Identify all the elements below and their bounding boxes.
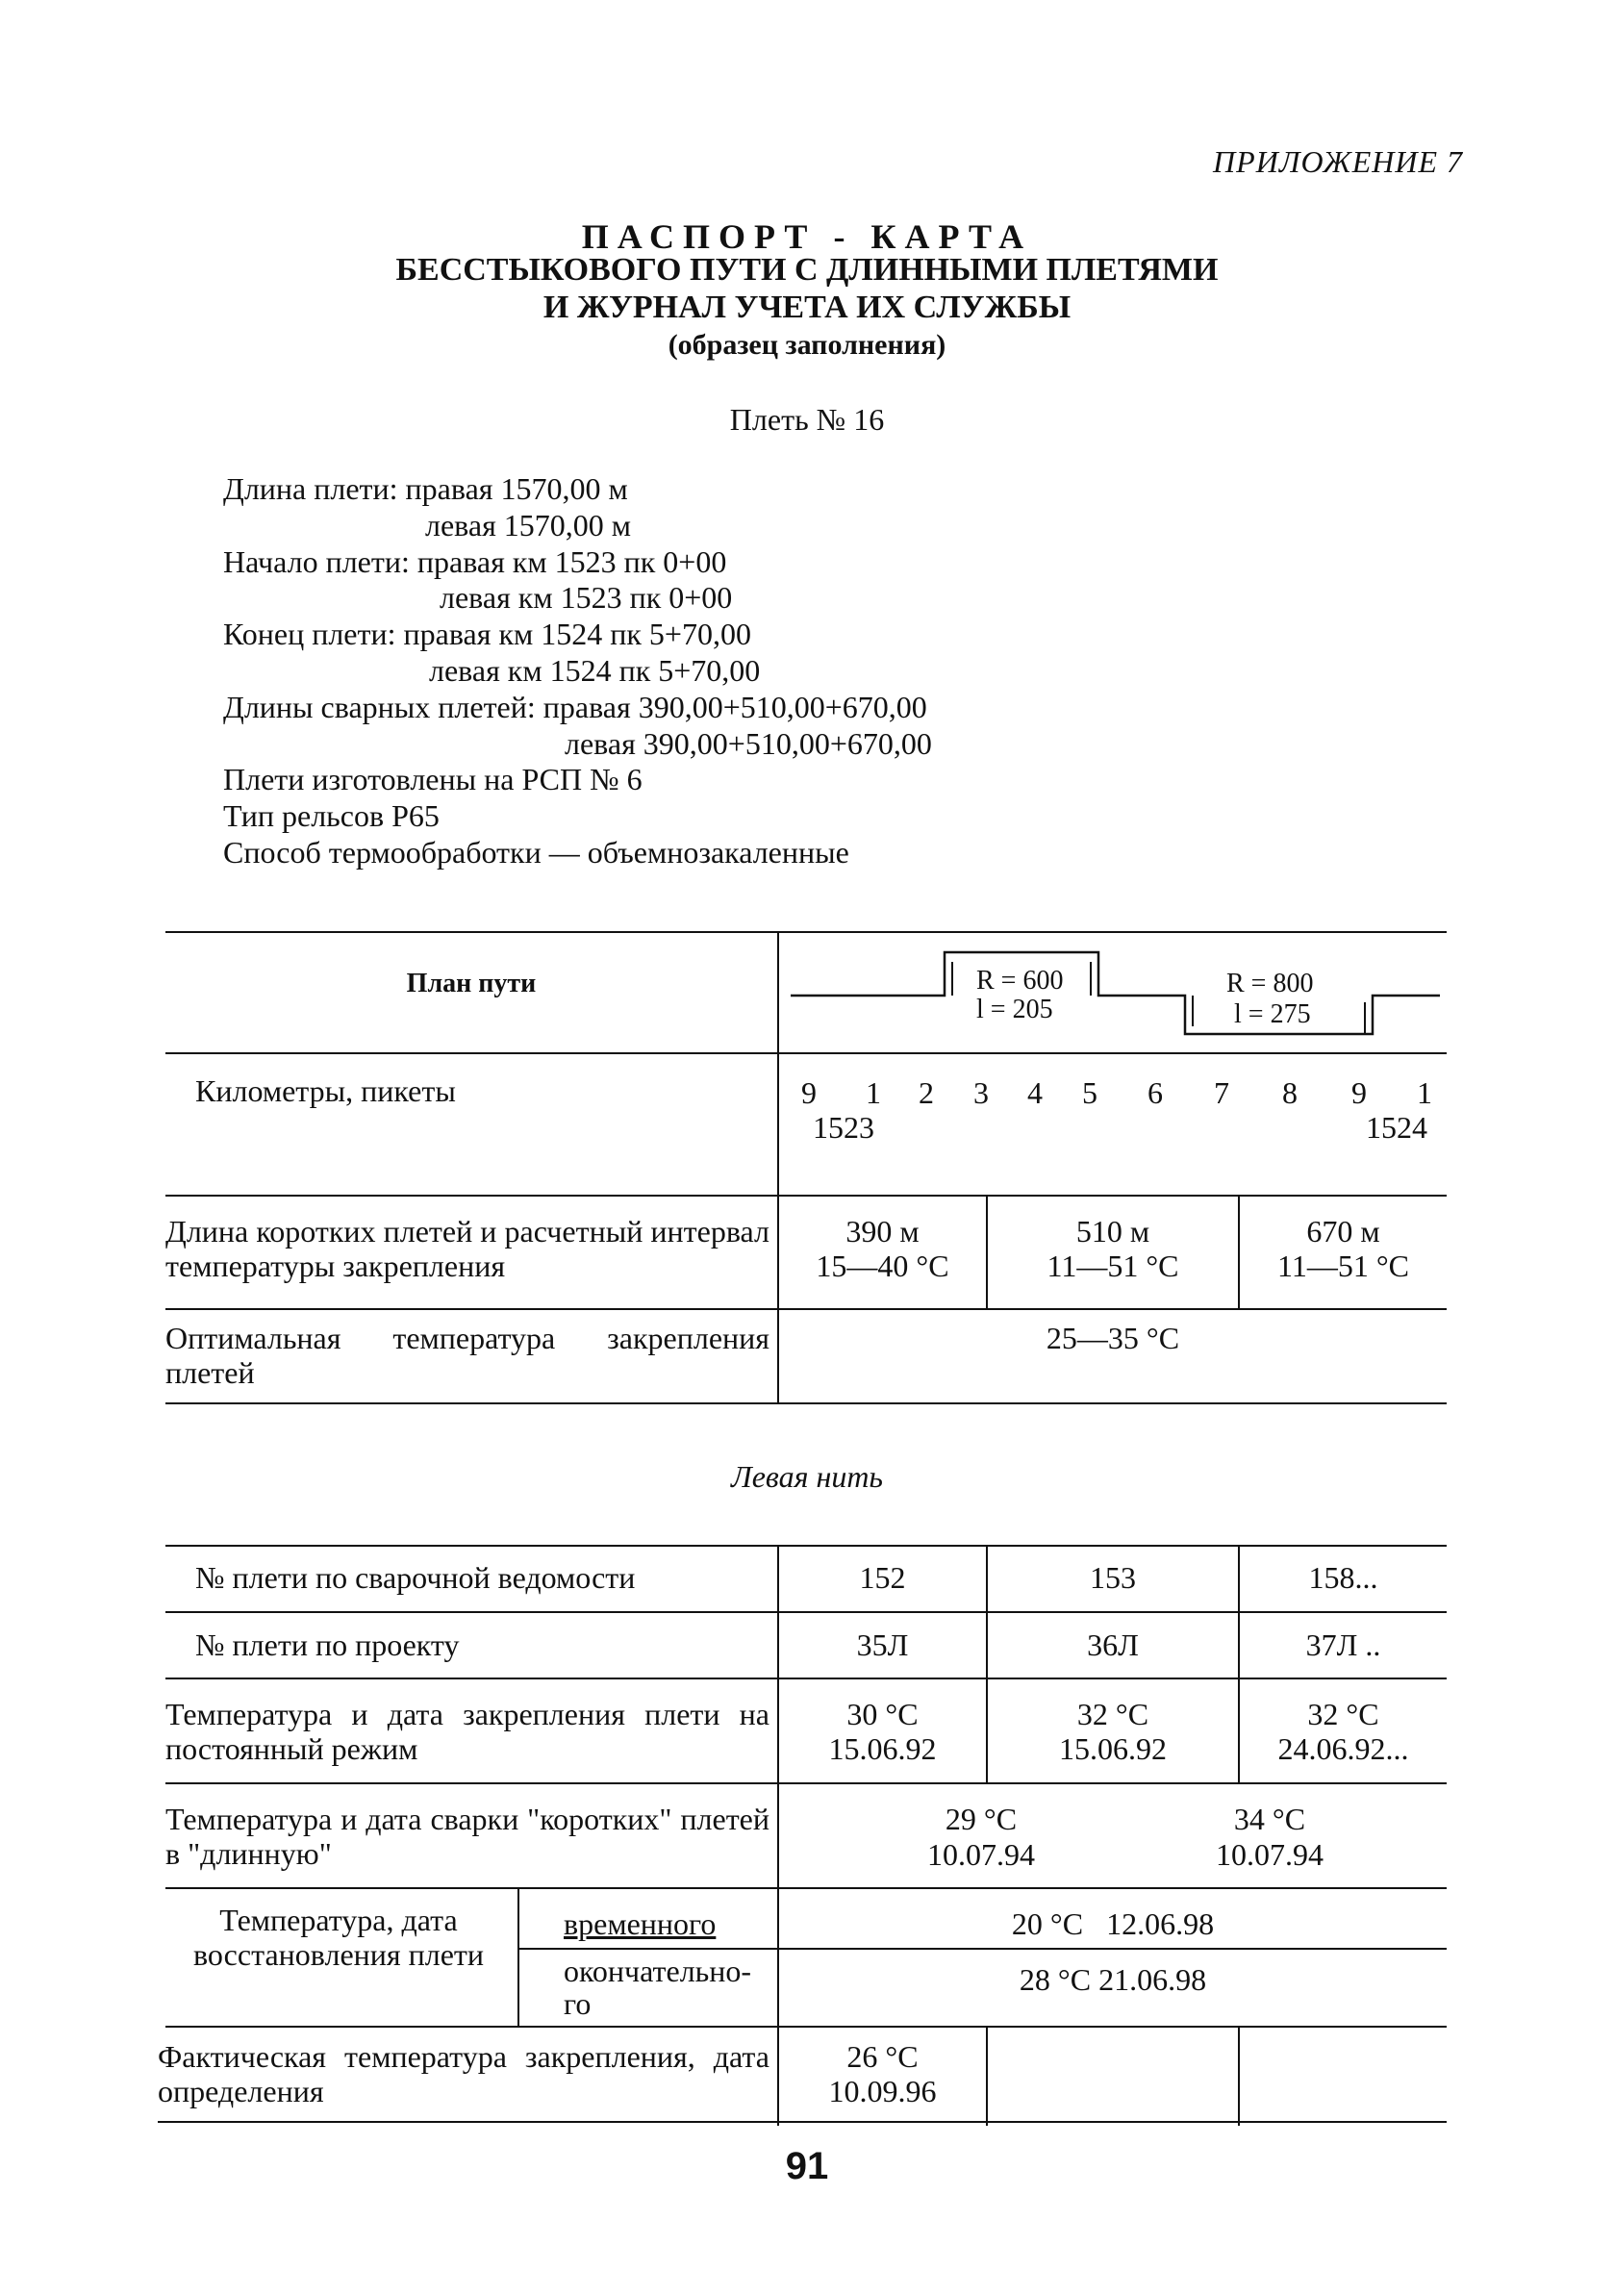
final-label: окончательно-го [564,1954,752,2021]
table-rule [165,1611,1447,1613]
optimal-temp-label: Оптимальная температура закрепления плетей [165,1321,769,1390]
table-divider [986,2026,988,2126]
doc-title-line2: БЕССТЫКОВОГО ПУТИ С ДЛИННЫМИ ПЛЕТЯМИ [395,252,1219,288]
picket-mark: 1 [866,1075,881,1110]
picket-mark: 9 [801,1075,817,1110]
track-plan-diagram [781,943,1445,1048]
short-rail-temp: 15—40 °С [816,1249,949,1283]
short-rails-label: Длина коротких плетей и расчетный интервал температуры закрепления [165,1214,769,1283]
end-left: левая км 1524 пк 5+70,00 [429,652,761,688]
project-number: 36Л [1087,1627,1139,1662]
actual-temp-label: Фактическая температура закрепления, дата определения [158,2039,769,2108]
restore-label: Температура, дата восстановления плети [192,1903,485,1972]
heat-treatment: Способ термообработки — объемнозакаленные [223,834,849,870]
curve1-radius: R = 600 [976,966,1064,996]
welding-temp: 34 °С [1233,1802,1306,1836]
weld-number: 152 [859,1560,906,1595]
fixation-date: 15.06.92 [828,1731,937,1766]
length-left: левая 1570,00 м [425,507,632,542]
km-end: 1524 [1366,1110,1427,1145]
table-rule [165,1782,1447,1784]
km-start: 1523 [813,1110,874,1145]
actual-temp: 26 °С [846,2039,919,2074]
plan-label: План пути [406,969,537,998]
table-rule [165,2026,1447,2028]
table-rule [165,1052,1447,1054]
section-heading-left-thread: Левая нить [731,1459,883,1494]
short-rail-temp: 11—51 °С [1277,1249,1409,1283]
fixation-label: Температура и дата закрепления плети на постоянный режим [165,1697,769,1766]
table-rule [165,1545,1447,1547]
fixation-temp: 32 °С [1076,1697,1149,1731]
project-number: 37Л .. [1305,1627,1381,1662]
table-divider [517,1887,519,2026]
short-rail-temp: 11—51 °С [1047,1249,1179,1283]
project-number: 35Л [856,1627,909,1662]
table-rule [165,1678,1447,1679]
table-rule [158,2121,1447,2123]
project-number-label: № плети по проекту [195,1627,460,1662]
picket-mark: 1 [1417,1075,1432,1110]
welding-date: 10.07.94 [927,1837,1035,1872]
table-rule [519,1948,1447,1950]
curve2-radius: R = 800 [1226,969,1314,998]
fixation-date: 15.06.92 [1059,1731,1167,1766]
picket-mark: 9 [1351,1075,1367,1110]
welding-label: Температура и дата сварки "коротких" плетей в "длинную" [165,1802,769,1871]
short-rail-length: 670 м [1306,1214,1380,1249]
welded-right: Длины сварных плетей: правая 390,00+510,00+670,00 [223,689,927,724]
picket-mark: 4 [1027,1075,1043,1110]
end-right: Конец плети: правая км 1524 пк 5+70,00 [223,617,751,652]
weld-number: 158... [1308,1560,1378,1595]
fixation-temp: 30 °С [846,1697,919,1731]
made-at: Плети изготовлены на РСП № 6 [223,762,643,797]
table-rule [165,1308,1447,1310]
picket-mark: 3 [973,1075,989,1110]
picket-mark: 7 [1214,1075,1229,1110]
fixation-date: 24.06.92... [1277,1731,1409,1766]
appendix-label: ПРИЛОЖЕНИЕ 7 [1213,144,1463,179]
welding-date: 10.07.94 [1216,1837,1324,1872]
picket-mark: 6 [1147,1075,1163,1110]
short-rail-length: 390 м [845,1214,920,1249]
start-right: Начало плети: правая км 1523 пк 0+00 [223,543,727,579]
info-block [223,471,932,871]
temporary-label: временного [564,1906,717,1941]
track-plan-line [791,952,1440,1034]
temporary-value: 20 °С 12.06.98 [1011,1906,1215,1941]
fixation-temp: 32 °С [1307,1697,1379,1731]
rail-type: Тип рельсов Р65 [223,798,440,834]
doc-title-line3: И ЖУРНАЛ УЧЕТА ИХ СЛУЖБЫ [542,290,1072,325]
weld-number: 153 [1090,1560,1136,1595]
table-rule [165,1887,1447,1889]
picket-mark: 2 [919,1075,934,1110]
welded-left: левая 390,00+510,00+670,00 [565,725,932,761]
doc-subtitle: (образец заполнения) [668,329,946,361]
picket-mark: 8 [1282,1075,1298,1110]
final-value: 28 °С 21.06.98 [1019,1962,1207,1997]
curve1-length: l = 205 [976,995,1053,1024]
table-rule [165,1402,1447,1404]
curve2-length: l = 275 [1234,999,1311,1029]
short-rail-length: 510 м [1075,1214,1150,1249]
weld-number-label: № плети по сварочной ведомости [195,1560,636,1595]
start-left: левая км 1523 пк 0+00 [440,580,733,616]
km-label: Километры, пикеты [195,1073,456,1108]
length-right: Длина плети: правая 1570,00 м [223,471,628,506]
page-number: 91 [785,2145,829,2187]
table-divider [1238,2026,1240,2126]
rail-number: Плеть № 16 [729,402,885,437]
table-rule [165,931,1447,933]
table-rule [165,1195,1447,1197]
picket-mark: 5 [1082,1075,1097,1110]
doc-title: ПАСПОРТ - КАРТА [581,217,1033,256]
optimal-temp-value: 25—35 °С [1046,1321,1180,1355]
welding-temp: 29 °С [945,1802,1018,1836]
actual-date: 10.09.96 [828,2074,937,2108]
